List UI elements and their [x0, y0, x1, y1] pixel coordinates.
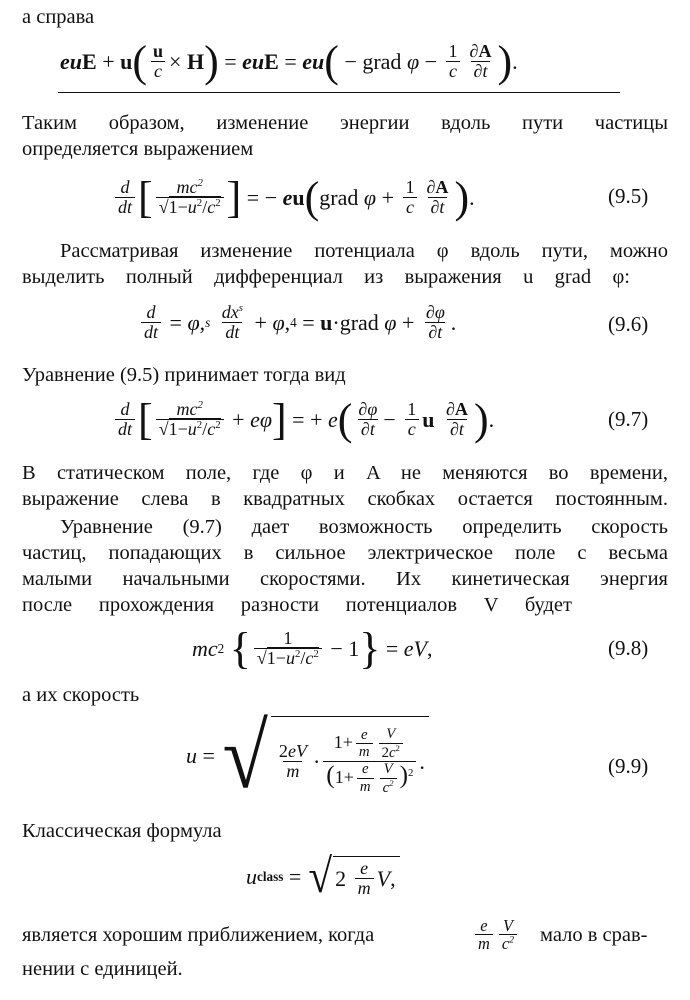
paragraph-equation-form: Уравнение (9.5) принимает тогда вид	[22, 364, 346, 386]
paragraph-energy-change-line2: определяется выражением	[22, 138, 254, 160]
equation-number-9-6: (9.6)	[608, 312, 649, 336]
paragraph-static-field-line1: В статическом поле, где φ и A не меняются во времени,	[22, 462, 668, 484]
paragraph-classical-formula: Классическая формула	[22, 820, 222, 842]
paragraph-energy-change-line1: Таким образом, изменение энергии вдоль пути частицы	[22, 112, 668, 134]
equation-9-5: $\frac{d}{dt}$ [ $\frac{mc^2}{√1-u^2/c^2}$ ] = − e u ( grad φ + $\frac{1}{c}$ $\frac{\partial A}{\partial t}$ ) .	[112, 166, 475, 230]
equation-underline	[58, 92, 620, 93]
equation-force-power: eu E + u ( $\frac{u}{c}$ × H ) = eu E = eu ( − grad φ − $\frac{1}{c}$ $\frac{\partial A}{\partial t}$ ) .	[60, 37, 518, 87]
paragraph-approximation-a: является хорошим приближением, когда	[22, 924, 375, 946]
paragraph-potential-change-line2: выделить полный дифференциал из выражения u grad φ:	[22, 266, 630, 288]
equation-9-9: u = √ $\frac{2eV}{m}$ · 1+ $\frac{e}{m}$ $\frac{V}{2c^2}$ (1+ $\frac{e}{m}$ $\frac{V}{c^2}$ )$^2$ .	[186, 706, 429, 806]
equation-9-8: mc 2 { $\frac{1}{√1-u^2/c^2}$ − 1 } = eV ,	[192, 624, 433, 674]
intro-text: а справа	[22, 6, 95, 28]
paragraph-potential-change-line1: Рассматривая изменение потенциала φ вдоль пути, можно	[60, 240, 668, 262]
paragraph-approximation-b: мало в срав-	[540, 924, 648, 946]
paragraph-static-field-line2: выражение слева в квадратных скобках остается постоянным.	[22, 488, 668, 510]
paragraph-velocity-line1: Уравнение (9.7) дает возможность определить скорость	[60, 516, 668, 538]
equation-inline-e-m-v-c2: $\frac{e}{m}$ $\frac{V}{c^2}$	[472, 908, 520, 962]
equation-number-9-7: (9.7)	[608, 407, 649, 431]
equation-classical-velocity: u class = √ 2 $\frac{e}{m}$ V ,	[246, 846, 400, 908]
paragraph-approximation-line2: нении с единицей.	[22, 958, 183, 980]
equation-number-9-8: (9.8)	[608, 636, 649, 660]
paragraph-their-velocity: а их скорость	[22, 684, 140, 706]
equation-number-9-9: (9.9)	[608, 754, 649, 778]
equation-9-6: $\frac{d}{dt}$ = φ , s $\frac{dx^s}{dt}$ + φ , 4 = u ·grad φ + $\frac{\partial\varphi}{\partial t}$ .	[138, 294, 456, 352]
paragraph-velocity-line2: частиц, попадающих в сильное электрическое поле с весьма	[22, 542, 668, 564]
paragraph-velocity-line3: малыми начальными скоростями. Их кинетическая энергия	[22, 568, 668, 590]
equation-9-7: $\frac{d}{dt}$ [ $\frac{mc^2}{√1-u^2/c^2}$ + eφ ] = + e ( $\frac{\partial\varphi}{\partial t}$ − $\frac{1}{c}$ u $\frac{\partial A}{\partial t}$ ) .	[112, 388, 494, 452]
equation-number-9-5: (9.5)	[608, 184, 649, 208]
paragraph-velocity-line4: после прохождения разности потенциалов V будет	[22, 594, 572, 616]
